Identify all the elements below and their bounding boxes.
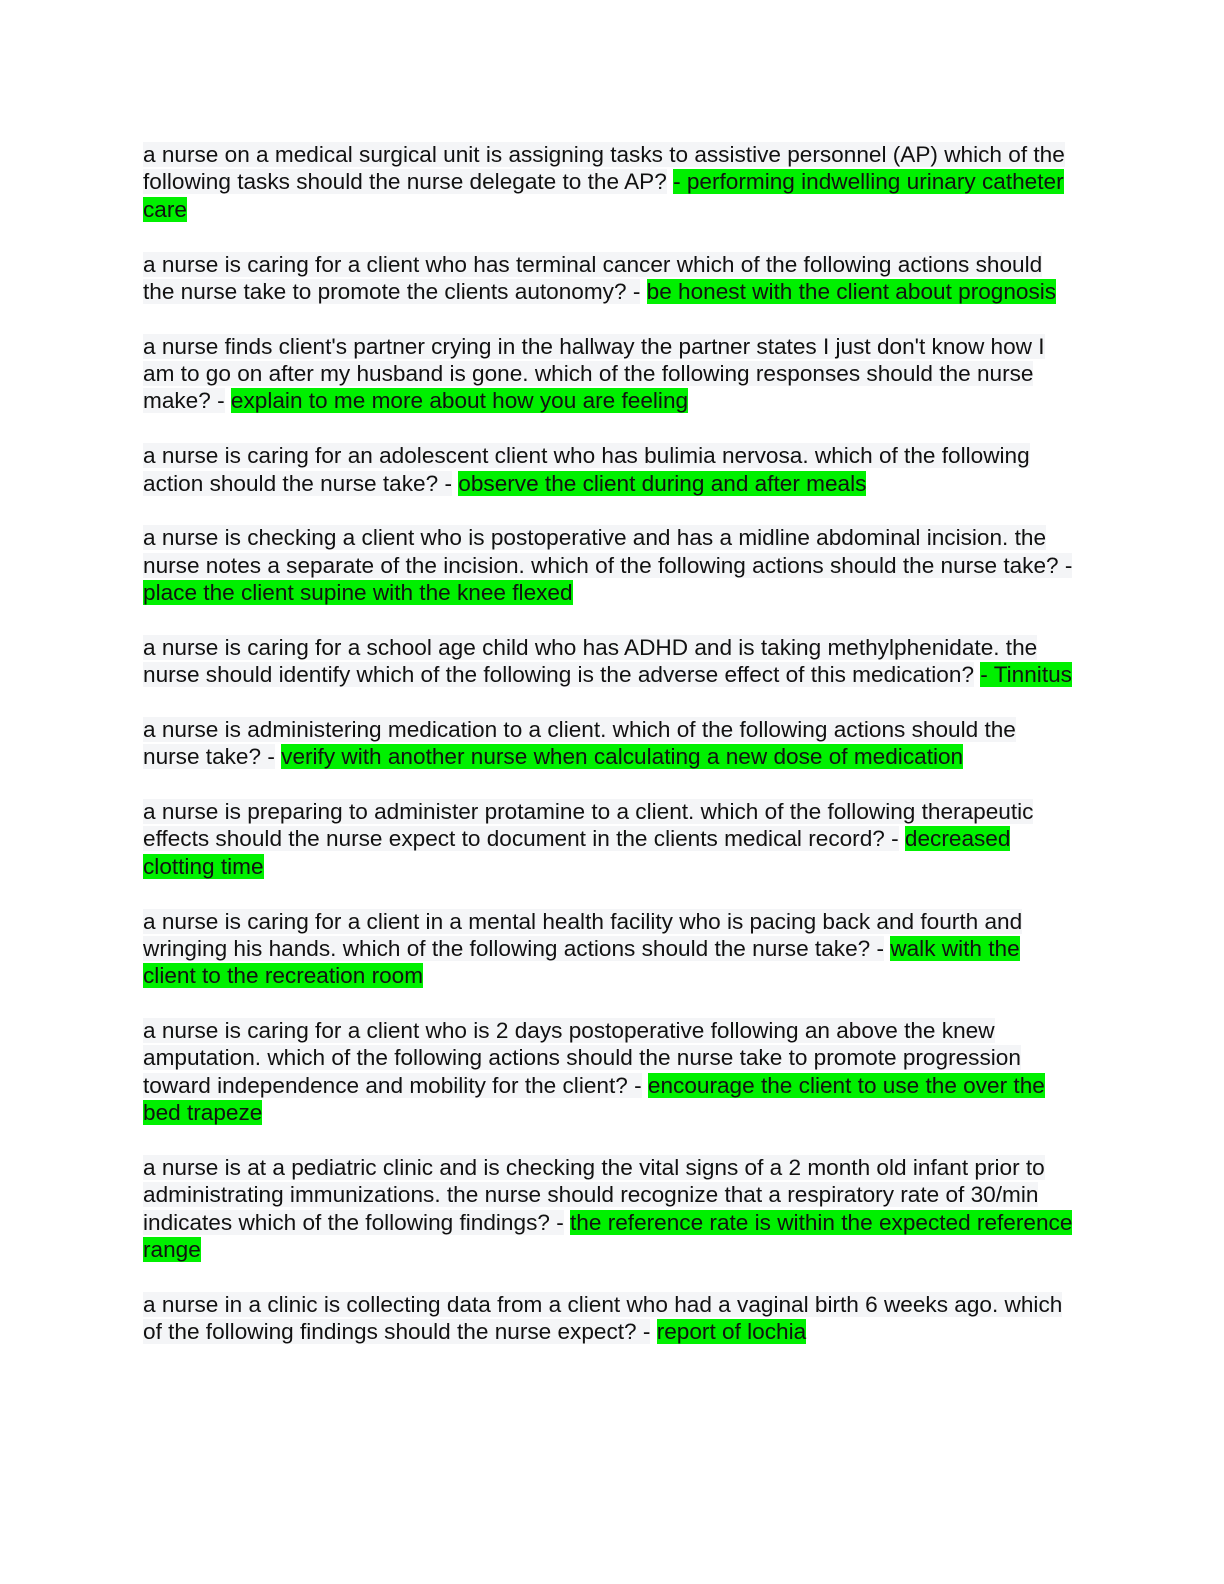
answer-highlight: verify with another nurse when calculating a new dose of medication: [281, 744, 964, 770]
question-text: a nurse is at a pediatric clinic and is checking the vital signs of a 2 month old infant prior to administrating immunizations. the nurse should recognize that a respiratory rate of 30/min indicates which of the following findings? -: [143, 1154, 1045, 1235]
answer-highlight: - performing indwelling urinary catheter care: [143, 169, 1064, 222]
qa-item-3: [143, 333, 1073, 415]
question-text: a nurse is preparing to administer protamine to a client. which of the following therapeutic effects should the nurse expect to document in the clients medical record? -: [143, 798, 1034, 852]
question-text: a nurse is caring for a client who has terminal cancer which of the following actions should the nurse take to promote the clients autonomy? -: [143, 251, 1043, 304]
qa-item-4: [143, 442, 1073, 497]
answer-highlight: observe the client during and after meals: [458, 470, 867, 496]
qa-item-7: [143, 716, 1073, 771]
question-text: a nurse finds client's partner crying in the hallway the partner states I just don't know how I am to go on after my husband is gone. which of the following responses should the nurse make? -: [143, 333, 1045, 414]
answer-highlight: - Tinnitus: [980, 662, 1072, 688]
answer-highlight: explain to me more about how you are feeling: [230, 388, 689, 414]
qa-item-5: [143, 524, 1073, 606]
qa-item-11: [143, 1154, 1073, 1264]
answer-highlight: report of lochia: [656, 1319, 807, 1345]
question-text: a nurse is checking a client who is postoperative and has a midline abdominal incision. the nurse notes a separate of the incision. which of the following actions should the nurse take? -: [143, 525, 1073, 578]
question-text: a nurse is caring for an adolescent client who has bulimia nervosa. which of the following action should the nurse take? -: [143, 443, 1030, 496]
question-text: a nurse is caring for a client in a mental health facility who is pacing back and fourth and wringing his hands. which of the following actions should the nurse take? -: [143, 908, 1023, 961]
question-text: a nurse in a clinic is collecting data from a client who had a vaginal birth 6 weeks ago. which of the following findings should the nurse expect? -: [143, 1291, 1063, 1345]
answer-highlight: be honest with the client about prognosis: [646, 278, 1057, 304]
answer-highlight: place the client supine with the knee flexed: [143, 580, 573, 606]
question-text: a nurse on a medical surgical unit is assigning tasks to assistive personnel (AP) which of the following tasks should the nurse delegate to the AP?: [143, 142, 1065, 195]
qa-item-12: [143, 1291, 1073, 1346]
qa-item-1: [143, 141, 1073, 223]
qa-item-6: [143, 634, 1073, 689]
answer-highlight: decreased clotting time: [143, 826, 1011, 879]
qa-item-9: [143, 908, 1073, 990]
qa-item-10: [143, 1017, 1073, 1127]
question-text: a nurse is administering medication to a client. which of the following actions should the nurse take? -: [143, 716, 1016, 770]
document-page: [143, 141, 1073, 1373]
qa-item-2: [143, 251, 1073, 306]
answer-highlight: walk with the client to the recreation room: [143, 935, 1020, 989]
answer-highlight: the reference rate is within the expected reference range: [143, 1209, 1073, 1263]
qa-item-8: [143, 798, 1073, 880]
answer-highlight: encourage the client to use the over the bed trapeze: [143, 1072, 1045, 1126]
question-text: a nurse is caring for a school age child who has ADHD and is taking methylphenidate. the nurse should identify which of the following is the adverse effect of this medication?: [143, 634, 1038, 688]
question-text: a nurse is caring for a client who is 2 days postoperative following an above the knew amputation. which of the following actions should the nurse take to promote progression toward independence and mobility for the client? -: [143, 1018, 1021, 1098]
